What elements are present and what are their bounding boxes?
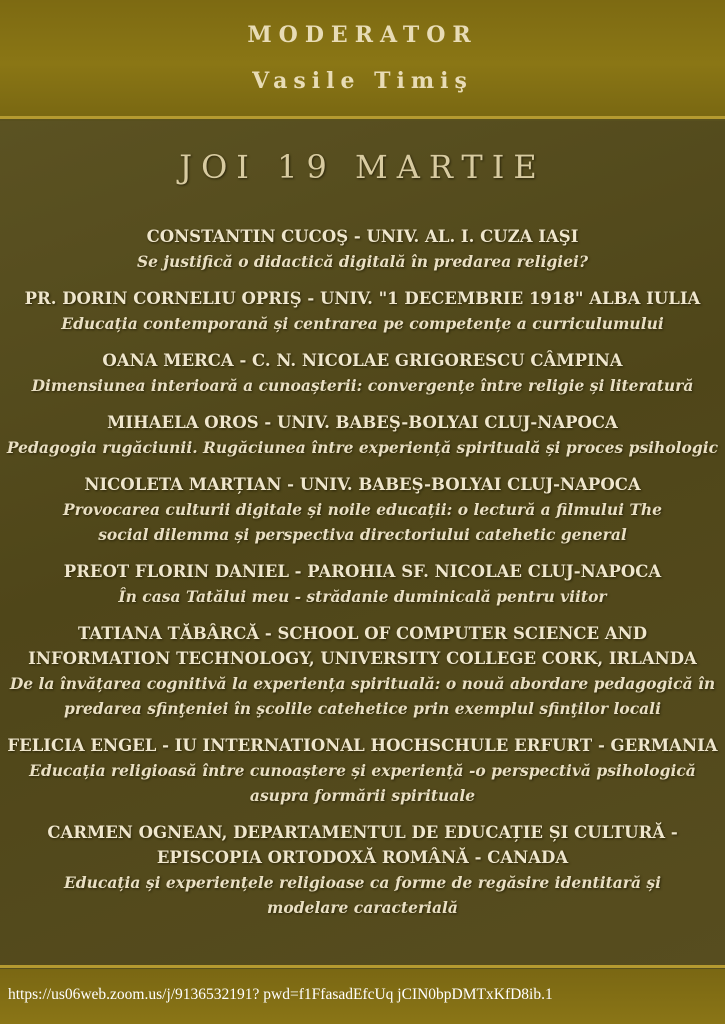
talk-title: De la învățarea cognitivă la experiența spirituală: o nouă abordare pedagogică în predarea sfinţeniei în şcolile catehetice prin exemplul sfinţilor locali	[9, 674, 716, 718]
meeting-link[interactable]: https://us06web.zoom.us/j/9136532191? pwd=f1FfasadEfcUq jCIN0bpDMTxKfD8ib.1	[8, 986, 553, 1003]
talk-title: Dimensiunea interioară a cunoașterii: convergențe între religie și literatură	[31, 376, 694, 395]
talk-title: Educația și experiențele religioase ca forme de regăsire identitară și modelare caracterială	[63, 873, 662, 917]
day-title: JOI 19 MARTIE	[179, 148, 546, 186]
talk-speaker: CARMEN OGNEAN, DEPARTAMENTUL DE EDUCAȚIE ȘI CULTURĂ - EPISCOPIA ORTODOXĂ ROMÂNĂ - CANADA	[47, 823, 678, 867]
talk-speaker: CONSTANTIN CUCOŞ - UNIV. AL. I. CUZA IAŞI	[146, 227, 579, 246]
talk-item	[6, 224, 719, 274]
talk-title: Se justifică o didactică digitală în predarea religiei?	[136, 252, 589, 271]
talk-title: Pedagogia rugăciunii. Rugăciunea între experiență spirituală și proces psihologic	[6, 438, 719, 457]
talk-speaker: FELICIA ENGEL - IU INTERNATIONAL HOCHSCHULE ERFURT - GERMANIA	[7, 736, 718, 755]
talk-list	[6, 224, 719, 920]
talk-item	[6, 472, 719, 547]
talk-title: Provocarea culturii digitale și noile educații: o lectură a filmului The social dilemma și perspectiva directoriului catehetic general	[62, 500, 663, 544]
moderator-band	[0, 0, 725, 116]
talk-item	[6, 348, 719, 398]
talk-title: În casa Tatălui meu - strădanie duminicală pentru viitor	[118, 587, 607, 606]
top-divider	[0, 116, 725, 119]
talk-speaker: PR. DORIN CORNELIU OPRIŞ - UNIV. "1 DECEMBRIE 1918" ALBA IULIA	[24, 289, 701, 308]
moderator-name: Vasile Timiş	[252, 68, 473, 94]
talk-item	[6, 733, 719, 808]
talk-speaker: OANA MERCA - C. N. NICOLAE GRIGORESCU CÂMPINA	[102, 351, 623, 370]
talk-item	[6, 820, 719, 920]
talk-title: Educația religioasă între cunoaștere și experiență -o perspectivă psihologică asupra formării spirituale	[29, 761, 696, 805]
talk-speaker: TATIANA TĂBÂRCĂ - SCHOOL OF COMPUTER SCIENCE AND INFORMATION TECHNOLOGY, UNIVERSITY COLLEGE CORK, IRLANDA	[28, 624, 697, 668]
talk-item	[6, 621, 719, 721]
talk-speaker: MIHAELA OROS - UNIV. BABEŞ-BOLYAI CLUJ-NAPOCA	[107, 413, 618, 432]
talk-item	[6, 410, 719, 460]
talk-item	[6, 286, 719, 336]
talk-item	[6, 559, 719, 609]
bottom-divider	[0, 965, 725, 968]
talk-speaker: PREOT FLORIN DANIEL - PAROHIA SF. NICOLAE CLUJ-NAPOCA	[63, 562, 662, 581]
moderator-label: MODERATOR	[247, 22, 478, 48]
talk-speaker: NICOLETA MARȚIAN - UNIV. BABEŞ-BOLYAI CLUJ-NAPOCA	[84, 475, 641, 494]
talk-title: Educația contemporană și centrarea pe competențe a curriculumului	[61, 314, 664, 333]
